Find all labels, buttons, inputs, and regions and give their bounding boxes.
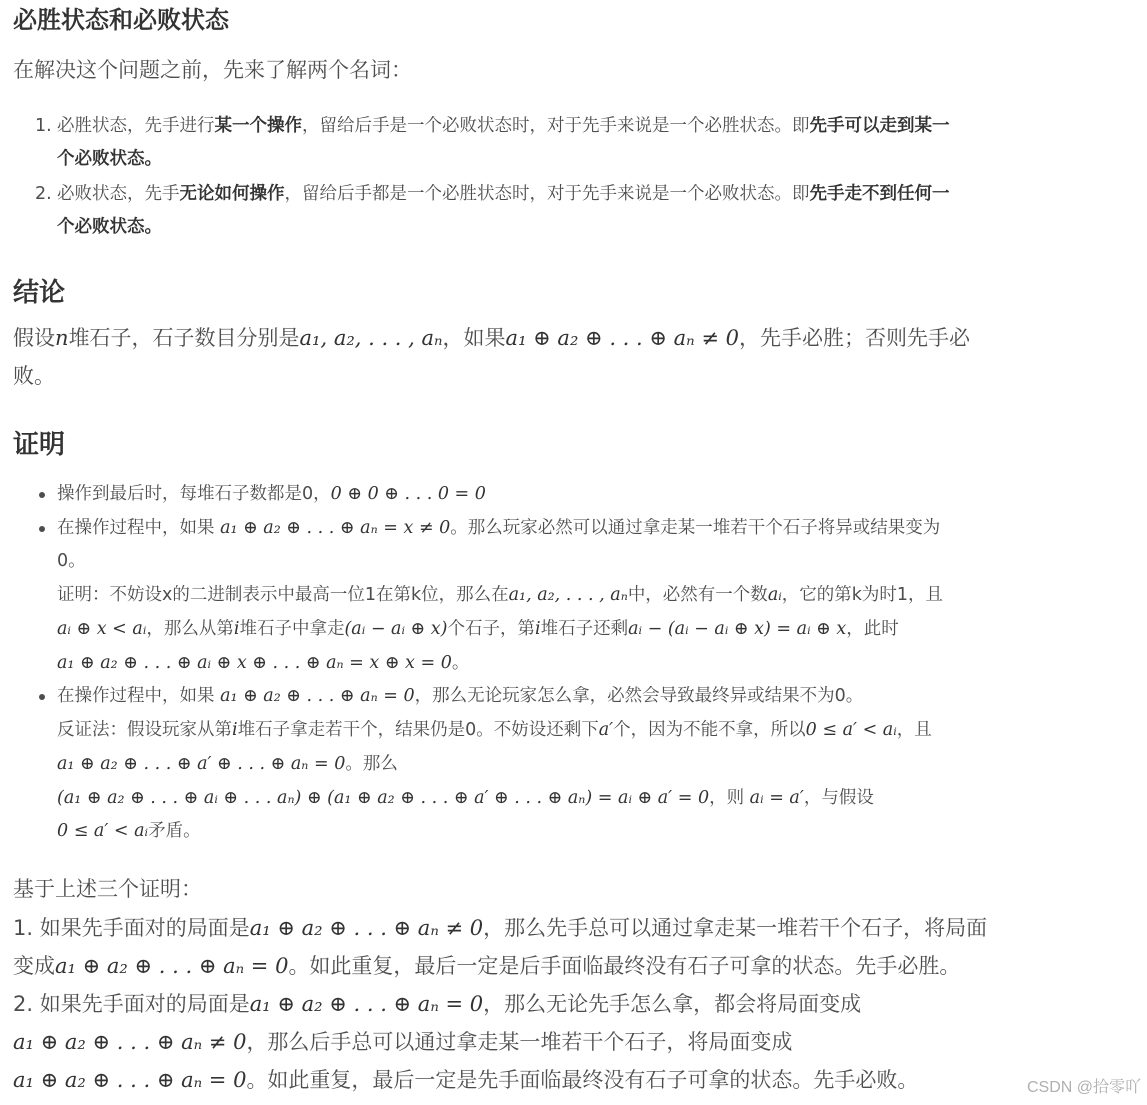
- b3-d: a₁ ⊕ a₂ ⊕ . . . ⊕ a′ ⊕ . . . ⊕ aₙ = 0: [57, 754, 346, 774]
- b2-f2: 。: [451, 653, 470, 673]
- conclusion-line2: 败。: [13, 364, 55, 388]
- summary-line2: [13, 947, 960, 985]
- b2-e6: ，此时: [846, 619, 899, 639]
- b3-text-b: ，那么无论玩家怎么拿，必然会导致最终异或结果不为0。: [414, 686, 864, 706]
- b2-e4: 个石子，第: [447, 619, 535, 639]
- b3-text-a: 在操作过程中，如果: [57, 686, 221, 706]
- s2-math: a₁ ⊕ a₂ ⊕ . . . ⊕ aₙ = 0: [55, 954, 289, 978]
- def2-number: 2.: [35, 184, 52, 204]
- b2-e1: aᵢ ⊕ x < aᵢ: [57, 619, 147, 639]
- b2-e2: ，那么从第: [146, 619, 234, 639]
- bullet-dot: [39, 492, 45, 498]
- proof-bullet2-line3: [57, 579, 943, 612]
- s4-b: ，那么后手总可以通过拿走某一堆若干个石子，将局面变成: [246, 1030, 793, 1054]
- def1-line1: [57, 110, 950, 143]
- b1-text: 操作到最后时，每堆石子数都是0，: [57, 484, 331, 504]
- section-title: 必胜状态和必败状态: [13, 6, 229, 34]
- def1-number: 1.: [35, 116, 52, 136]
- bullet-dot: [39, 526, 45, 532]
- summary-line3: [13, 985, 861, 1023]
- proof-bullet1: [57, 478, 486, 511]
- b3-e2: ，则: [709, 788, 750, 808]
- conc-text-a: 假设: [13, 326, 55, 350]
- summary-line1: [13, 909, 987, 947]
- def2-bold-e: 个必败状态。: [57, 217, 162, 237]
- s2-b: 。如此重复，最后一定是后手面临最终没有石子可拿的状态。先手必胜。: [288, 954, 961, 978]
- proof-bullet2-line4: [57, 613, 899, 646]
- s2-a: 变成: [13, 954, 55, 978]
- b2-ei: i: [233, 619, 240, 639]
- b1-math: 0 ⊕ 0 ⊕ . . . 0 = 0: [330, 484, 486, 504]
- b2-f: a₁ ⊕ a₂ ⊕ . . . ⊕ aᵢ ⊕ x ⊕ . . . ⊕ aₙ = x ⊕ x = 0: [57, 653, 452, 673]
- proof-bullet2-line2: 0。: [57, 551, 86, 571]
- def2-bold-b: 无论如何操作: [179, 184, 285, 204]
- b3-c4: ，且: [896, 720, 932, 740]
- b2-math: a₁ ⊕ a₂ ⊕ . . . ⊕ aₙ = x ≠ 0: [220, 518, 451, 538]
- b2-d2: 中，必然有一个数: [627, 585, 768, 605]
- intro-text: 在解决这个问题之前，先来了解两个名词：: [13, 58, 412, 82]
- def1-text-a: 必胜状态，先手进行: [57, 116, 215, 136]
- s1-b: ，那么先手总可以通过拿走某一堆若干个石子，将局面: [483, 916, 988, 940]
- def2-bold-d: 先手走不到任何一: [809, 184, 950, 204]
- proof-bullet3-line3: [57, 748, 398, 781]
- b3-f2: 矛盾。: [148, 821, 201, 841]
- b2-e3: 堆石子中拿走: [239, 619, 345, 639]
- conc-math-n: n: [55, 326, 69, 350]
- proof-bullet2-line1: [57, 512, 940, 545]
- b3-e: (a₁ ⊕ a₂ ⊕ . . . ⊕ aᵢ ⊕ . . . aₙ) ⊕ (a₁ ⊕ a₂ ⊕ . . . ⊕ a′ ⊕ . . . ⊕ aₙ) = aᵢ ⊕ a′ = 0: [57, 788, 710, 808]
- proof-bullet2-line5: [57, 647, 469, 680]
- proof-bullet3-line1: [57, 680, 863, 713]
- b3-em: aᵢ = a′: [749, 788, 804, 808]
- proof-bullet3-line2: [57, 714, 932, 747]
- s1-math: a₁ ⊕ a₂ ⊕ . . . ⊕ aₙ ≠ 0: [249, 916, 484, 940]
- b3-c1: 反证法：假设玩家从第: [57, 720, 232, 740]
- b2-ei-2: i: [534, 619, 541, 639]
- def2-text-c: ，留给后手都是一个必胜状态时，对于先手来说是一个必败状态。即: [284, 184, 810, 204]
- b2-e5: 堆石子还剩: [540, 619, 629, 639]
- s3-b: ，那么无论先手怎么拿，都会将局面变成: [483, 992, 862, 1016]
- b3-math: a₁ ⊕ a₂ ⊕ . . . ⊕ aₙ = 0: [220, 686, 415, 706]
- b2-d-ai: aᵢ: [767, 585, 782, 605]
- def2-text-a: 必败状态，先手: [57, 184, 180, 204]
- conc-text-c: ，如果: [442, 326, 506, 350]
- s5-math: a₁ ⊕ a₂ ⊕ . . . ⊕ aₙ = 0: [13, 1068, 247, 1092]
- s3-a: 2. 如果先手面对的局面是: [13, 992, 250, 1016]
- s5-b: 。如此重复，最后一定是先手面临最终没有石子可拿的状态。先手必败。: [246, 1068, 919, 1092]
- conclusion-heading: 结论: [13, 278, 66, 308]
- def1-bold-e: 个必败状态。: [57, 149, 162, 169]
- b3-e3: ，与假设: [803, 788, 874, 808]
- proof-heading: 证明: [13, 430, 66, 460]
- conc-text-d: ，先手必胜；否则先手必: [738, 326, 970, 350]
- def1-text-c: ，留给后手是一个必败状态时，对于先手来说是一个必胜状态。即: [302, 116, 810, 136]
- def1-bold-b: 某一个操作: [214, 116, 302, 136]
- b2-text-b: 。那么玩家必然可以通过拿走某一堆若干个石子将异或结果变为: [450, 518, 941, 538]
- s4-math: a₁ ⊕ a₂ ⊕ . . . ⊕ aₙ ≠ 0: [13, 1030, 247, 1054]
- b2-d3: ，它的第k为时1，且: [781, 585, 944, 605]
- b3-c2: 堆石子拿走若干个，结果仍是0。不妨设还剩下: [237, 720, 599, 740]
- watermark: CSDN @拾零吖: [1026, 1079, 1141, 1096]
- b2-d1: 证明：不妨设x的二进制表示中最高一位1在第k位，那么在: [57, 585, 509, 605]
- summary-line4: [13, 1023, 792, 1061]
- b2-text-a: 在操作过程中，如果: [57, 518, 221, 538]
- b2-em: (aᵢ − aᵢ ⊕ x): [344, 619, 448, 639]
- b2-em2: aᵢ − (aᵢ − aᵢ ⊕ x) = aᵢ ⊕ x: [628, 619, 847, 639]
- summary-intro: 基于上述三个证明：: [13, 877, 202, 901]
- def2-line1: [57, 178, 950, 211]
- b3-ci: i: [232, 720, 238, 740]
- b3-f: 0 ≤ a′ < aᵢ: [57, 821, 149, 841]
- conc-text-b: 堆石子，石子数目分别是: [68, 326, 300, 350]
- b3-d2: 。那么: [345, 754, 398, 774]
- s1-a: 1. 如果先手面对的局面是: [13, 916, 250, 940]
- proof-bullet3-line4: [57, 782, 874, 815]
- b3-cm2: 0 ≤ a′ < aᵢ: [805, 720, 897, 740]
- conclusion-line1: [13, 319, 970, 357]
- s3-math: a₁ ⊕ a₂ ⊕ . . . ⊕ aₙ = 0: [249, 992, 484, 1016]
- proof-bullet3-line5: [57, 815, 201, 848]
- b3-c3: 个，因为不能不拿，所以: [613, 720, 806, 740]
- bullet-dot: [39, 694, 45, 700]
- conc-math-xor: a₁ ⊕ a₂ ⊕ . . . ⊕ aₙ ≠ 0: [505, 326, 739, 350]
- def1-bold-d: 先手可以走到某一: [809, 116, 950, 136]
- b3-cm: a′: [598, 720, 614, 740]
- conc-math-seq: a₁, a₂, . . . , aₙ: [299, 326, 443, 350]
- summary-line5: [13, 1061, 918, 1099]
- def2-line2: [57, 211, 162, 244]
- def1-line2: [57, 143, 162, 176]
- b2-d-math: a₁, a₂, . . . , aₙ: [508, 585, 628, 605]
